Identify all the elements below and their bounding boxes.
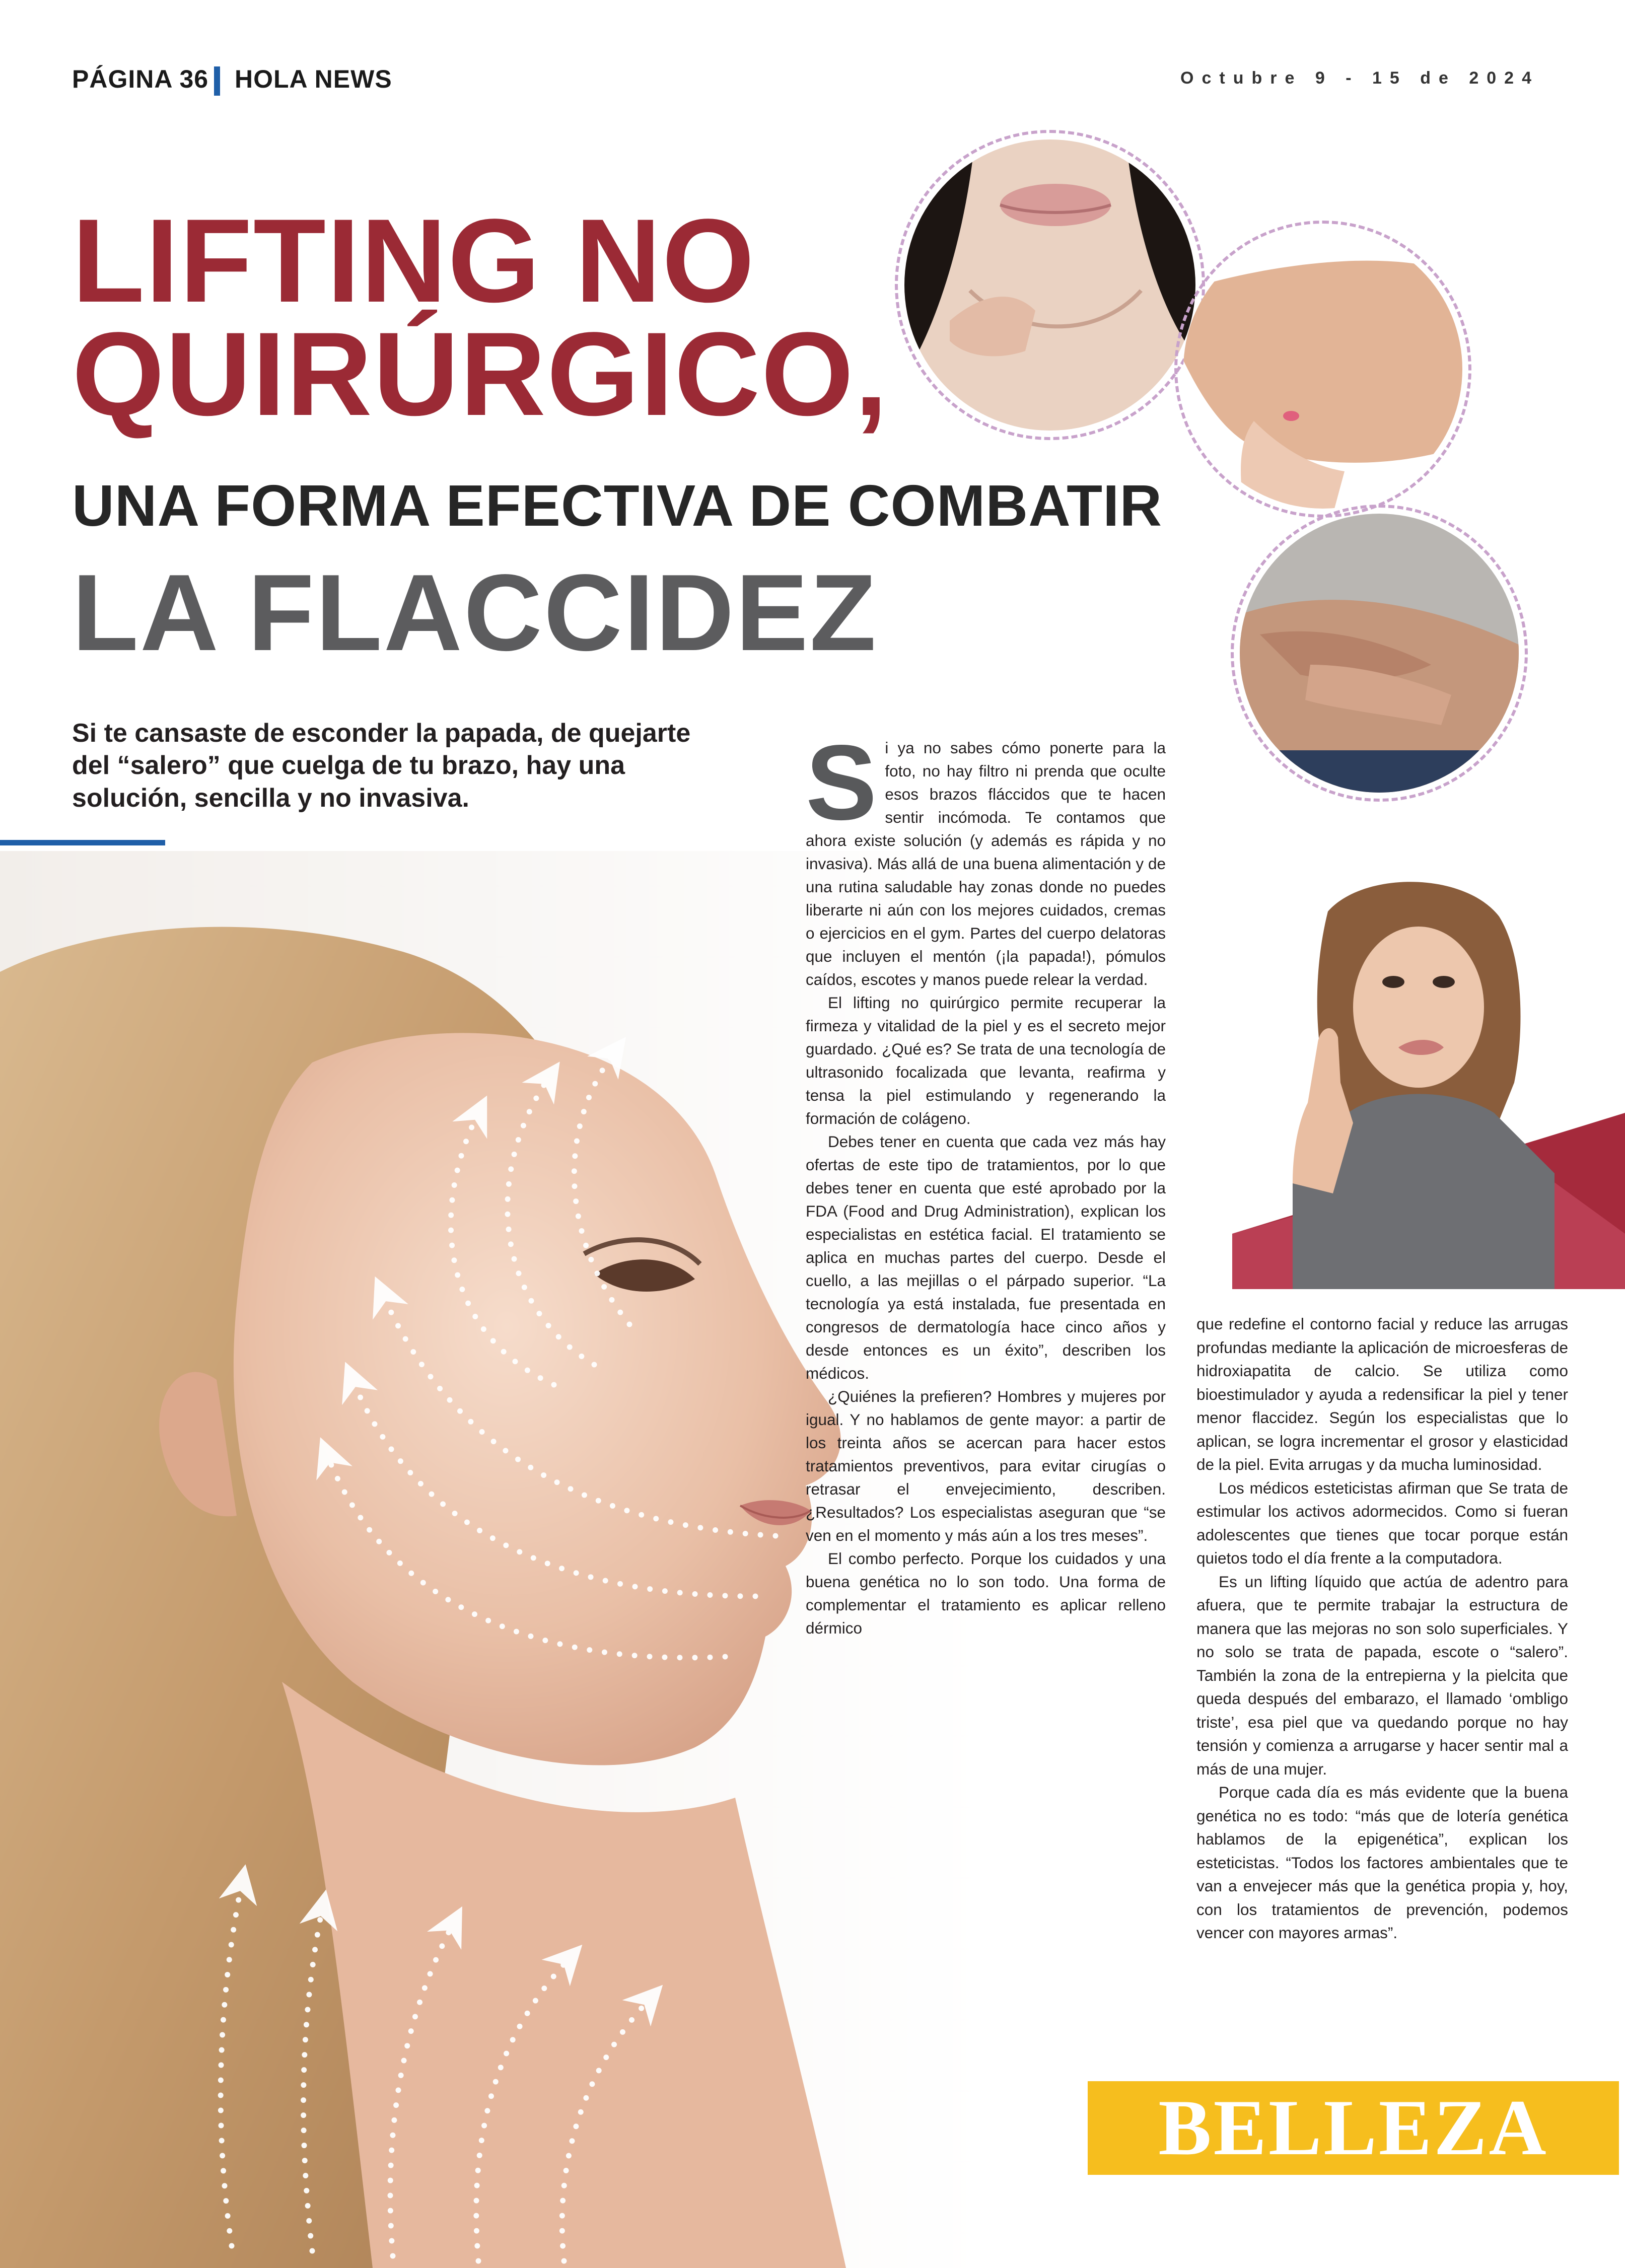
paragraph: ¿Quiénes la prefieren? Hombres y mujeres por igual. Y no hablamos de gente mayor: a partir de los treinta años se acercan para hacer estos tratamientos preventivos, para evitar cirugías o retrasar el envejecimiento, describen. ¿Resultados? Los especialistas aseguran que “se ven en el momento y más aún a los tres meses”.	[806, 1387, 1166, 1544]
publication-name: HOLA NEWS	[235, 65, 392, 93]
header-divider	[214, 66, 220, 96]
chin-photo	[904, 139, 1195, 431]
paragraph: Porque cada día es más evidente que la buena genética no es todo: “más que de lotería genética hablamos de la epigenética”, explican los esteticistas. “Todos los factores ambientales que te van a envejecer más que la genética propia y, hoy, con los tratamientos de prevención, podemos vencer con mayores armas”.	[1196, 1783, 1568, 1942]
headline-subtitle: UNA FORMA EFECTIVA DE COMBATIR	[72, 473, 1163, 538]
article-lead: Si te cansaste de esconder la papada, de quejarte del “salero” que cuelga de tu brazo, hay una solución, sencilla y no invasiva.	[72, 719, 691, 813]
paragraph: Debes tener en cuenta que cada vez más hay ofertas de este tipo de tratamientos, por lo que debes tener en cuenta que esté aprobado por la FDA (Food and Drug Administration), explican los especialistas en estética facial. El tratamiento se aplica en muchas partes del cuerpo. Desde el cuello, a las mejillas o el párpado superior. “La tecnología ya está instalada, fue presentada en congresos de dermatología hace cinco años y desde entonces es un éxito”, describen los médicos.	[806, 1132, 1166, 1382]
article-column-1	[806, 723, 1166, 1640]
article-column-2	[1196, 1312, 1568, 1945]
headline-line-4: LA FLACCIDEZ	[72, 551, 878, 673]
headline-line-2: QUIRÚRGICO,	[72, 308, 889, 441]
drop-cap: S	[806, 723, 877, 842]
paragraph: El lifting no quirúrgico permite recuperar la firmeza y vitalidad de la piel y es el secreto mejor guardado. ¿Qué es? Se trata de una tecnología de ultrasonido focalizada que levanta, reafirma y tensa la piel estimulando y regenerando la formación de colágeno.	[806, 994, 1166, 1127]
paragraph: Los médicos esteticistas afirman que Se trata de estimular los activos adormecidos. Como si fueran adolescentes que tienes que tocar porque están quietos todo el día frente a la computadora.	[1196, 1478, 1568, 1567]
page-number: PÁGINA 36	[72, 65, 209, 93]
paragraph: El combo perfecto. Porque los cuidados y una buena genética no lo son todo. Una forma de complementar el tratamiento es aplicar relleno dérmico	[806, 1549, 1166, 1637]
issue-date: Octubre 9 - 15 de 2024	[1180, 68, 1539, 88]
hand-photo	[1240, 514, 1519, 793]
paragraph: que redefine el contorno facial y reduce las arrugas profundas mediante la aplicación de microesferas de hidroxiapatita de calcio. Se utiliza como bioestimulador y ayuda a redensificar la piel y tener menor flaccidez. Según los especialistas que lo aplican, se logra incrementar el grosor y elasticidad de la piel. Evita arrugas y da mucha luminosidad.	[1196, 1315, 1568, 1473]
arm-photo	[1183, 230, 1462, 509]
paragraph: Es un lifting líquido que actúa de adentro para afuera, que te permite trabajar la estructura de manera que las mejoras no son solo superficiales. Y no solo se trata de papada, escote o “salero”. También la zona de la entrepierna y la pielcita que queda después del embarazo, el llamado ‘ombligo triste’, esa piel que va quedando porque no hay tensión y comienza a arrugarse y hacer sentir mal a más de una mujer.	[1196, 1572, 1568, 1778]
paragraph: i ya no sabes cómo ponerte para la foto, no hay filtro ni prenda que oculte esos brazos fláccidos que te hacen sentir incómoda. Te contamos que ahora existe solución (y además es rápida y no invasiva). Más allá de una buena alimentación y de una rutina saludable hay zonas donde no puedes liberarte ni aún con los mejores cuidados, cremas o ejercicios en el gym. Partes del cuerpo delatoras que incluyen el mentón (¡la papada!), pómulos caídos, escotes y manos puede relear la verdad.	[806, 739, 1166, 988]
lead-divider	[0, 840, 165, 845]
section-tag: BELLEZA	[1158, 2084, 1548, 2172]
thinking-woman-photo	[1232, 871, 1625, 1289]
headline-line-1: LIFTING NO	[72, 194, 756, 327]
